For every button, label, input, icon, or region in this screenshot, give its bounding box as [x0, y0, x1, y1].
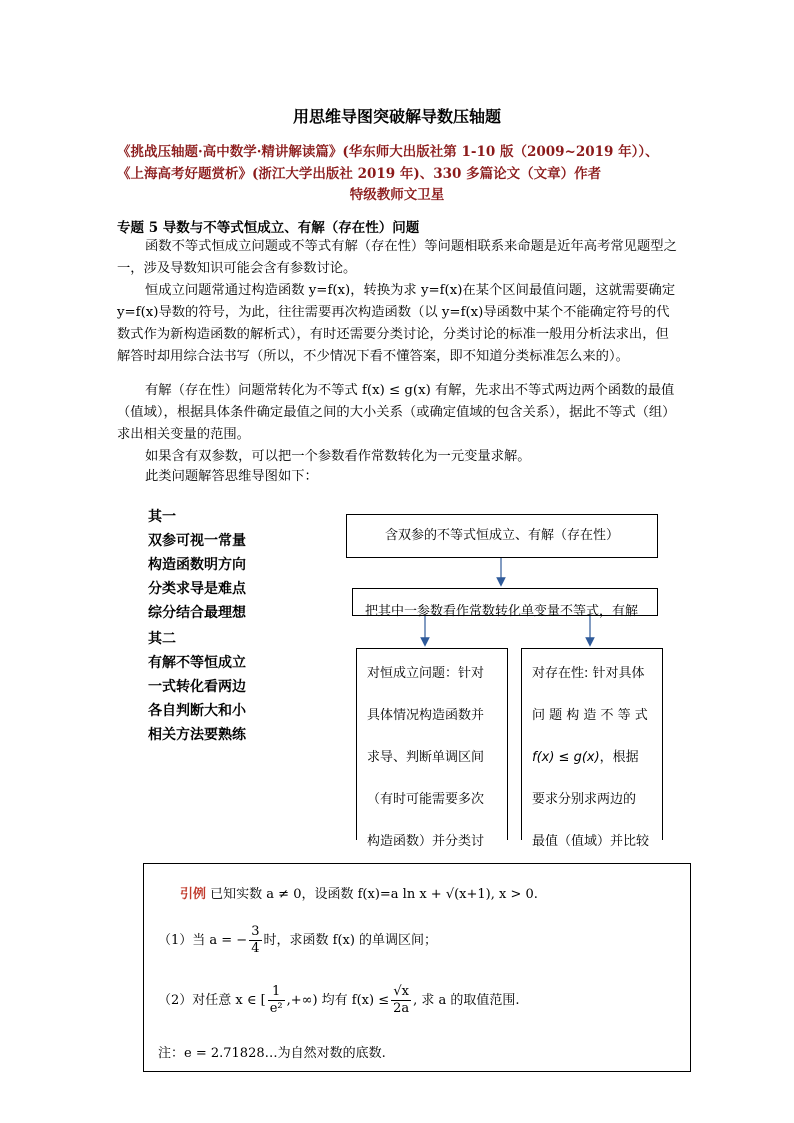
mindmap-root-label: 含双参的不等式恒成立、有解（存在性）: [384, 528, 619, 543]
poem-line: 双参可视一常量: [148, 533, 246, 549]
mindmap-right-suffix: ，根据: [599, 750, 639, 765]
q1-suffix: 时，求函数 f(x) 的单调区间；: [263, 933, 438, 948]
paragraph-1: 函数不等式恒成立问题或不等式有解（存在性）等问题相联系来命题是近年高考常见题型之一，涉及导数知识可能会含有参数讨论。: [117, 239, 677, 276]
q2-middle: ,+∞) 均有 f(x) ≤: [286, 993, 390, 1008]
mindmap-right-line: [532, 737, 652, 779]
mindmap-right-line: 最值（值域）并比较: [532, 834, 650, 849]
mindmap-level2-label: 把其中一参数看作常数转化单变量不等式，有解: [365, 604, 639, 619]
paragraph-5: 此类问题解答思维导图如下：: [145, 469, 318, 484]
mindmap-root-node: [346, 514, 658, 558]
poem-line: 一式转化看两边: [148, 679, 246, 695]
fraction-denominator: e²: [269, 1001, 283, 1016]
section-heading: 专题 5 导数与不等式恒成立、有解（存在性）问题: [117, 220, 420, 236]
mindmap-right-node: [521, 648, 663, 849]
fraction-numerator: 1: [268, 984, 285, 1001]
fraction-numerator: √x: [391, 984, 411, 1001]
author-line: 特级教师文卫星: [349, 187, 445, 203]
poem-line: 构造函数明方向: [148, 557, 246, 573]
example-tag: 引例: [180, 887, 207, 902]
fraction-denominator: 2a: [393, 1001, 410, 1016]
q2-suffix: , 求 a 的取值范围.: [413, 993, 520, 1008]
mindmap-right-line: 要求分别求两边的: [532, 792, 637, 807]
mindmap-left-line: （有时可能需要多次: [367, 792, 485, 807]
paragraph-2: 恒成立问题常通过构造函数 y=f(x)，转换为求 y=f(x)在某个区间最值问题，这就需要确定 y=f(x)导数的符号，为此，往往需要再次构造函数（以 y=f(x)导函数中某个不能确定符号的代数式作为新构造函数的解析式），有时还需要分类讨论，分类讨论的标准一般用分析法求出，但解答时却用综合法书写（所以，不少情况下看不懂答案，即不知道分类标准怎么来的）。: [117, 283, 676, 364]
mindmap-right-line: 对存在性: 针对具体: [532, 666, 645, 681]
example-intro: 已知实数 a ≠ 0，设函数 f(x)=a ln x + √(x+1), x > 0.: [210, 887, 538, 902]
subtitle-line-2: 《上海高考好题赏析》(浙江大学出版社 2019 年)、330 多篇论文（文章）作者: [117, 166, 602, 182]
poem-line: 各自判断大和小: [148, 703, 246, 719]
inequality-formula: f(x) ≤ g(x): [532, 750, 600, 765]
poem-line: 有解不等恒成立: [148, 655, 246, 671]
poem-line: 其二: [148, 631, 176, 647]
mindmap-left-line: 求导、判断单调区间: [367, 750, 485, 765]
poem-line: 分类求导是难点: [148, 581, 246, 597]
fraction-1-e2: [268, 984, 285, 1017]
example-question-2: [158, 984, 520, 1017]
poem-line: 综分结合最理想: [148, 605, 246, 621]
mindmap-left-node: [356, 648, 508, 849]
mindmap-left-line: 对恒成立问题：针对: [367, 666, 485, 681]
poem-line: 其一: [148, 509, 176, 525]
q1-prefix: （1）当 a = −: [158, 933, 248, 948]
poem-line: 相关方法要熟练: [148, 727, 246, 743]
fraction-3-4: [249, 924, 261, 957]
mindmap-level2-node: [352, 588, 658, 619]
subtitle-line-1: 《挑战压轴题·高中数学·精讲解读篇》(华东师大出版社第 1-10 版（2009~2019 年））、: [117, 144, 659, 160]
fraction-denominator: 4: [251, 941, 260, 956]
q2-prefix: （2）对任意 x ∈ [: [158, 993, 266, 1008]
example-intro-line: [180, 883, 538, 902]
mindmap-right-line: 问 题 构 造 不 等 式: [532, 708, 648, 723]
example-question-1: [158, 924, 437, 957]
mindmap-left-line: 具体情况构造函数并: [367, 708, 485, 723]
paragraph-3: 有解（存在性）问题常转化为不等式 f(x) ≤ g(x) 有解，先求出不等式两边两个函数的最值（值域），根据具体条件确定最值之间的大小关系（或确定值域的包含关系），据此不等式（组）求出相关变量的范围。: [117, 383, 676, 442]
page-title: 用思维导图突破解导数压轴题: [292, 107, 501, 126]
example-note: 注：e = 2.71828…为自然对数的底数.: [158, 1046, 386, 1061]
mindmap-left-line: 构造函数）并分类讨: [367, 834, 485, 849]
fraction-numerator: 3: [251, 924, 260, 939]
fraction-sqrtx-2a: [391, 984, 411, 1017]
example-box: [143, 863, 691, 1072]
paragraph-4: 如果含有双参数，可以把一个参数看作常数转化为一元变量求解。: [145, 449, 531, 464]
